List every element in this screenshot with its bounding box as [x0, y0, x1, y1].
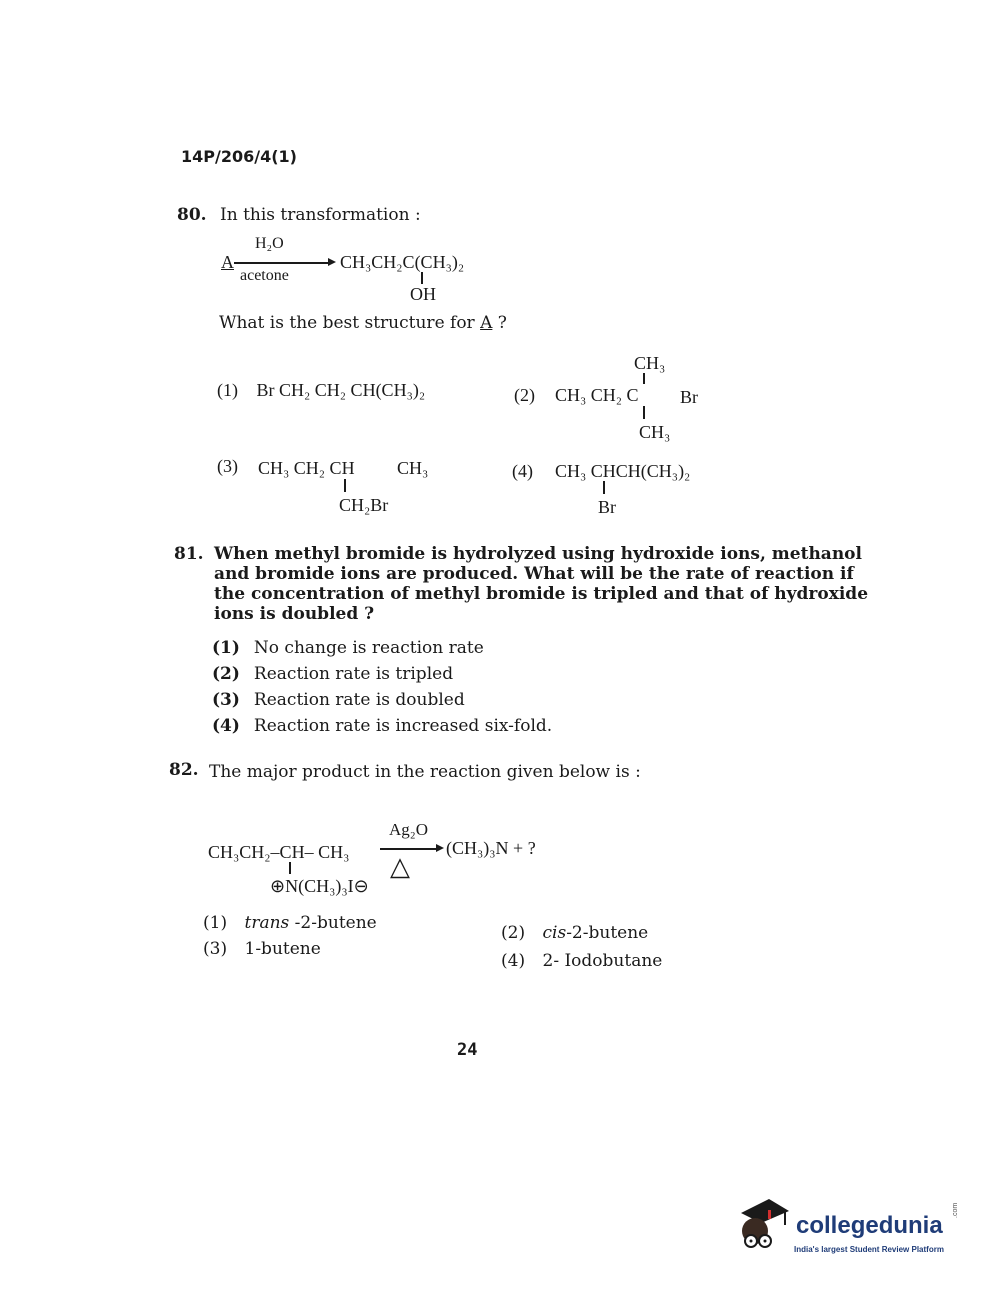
arrow-head: [328, 258, 336, 266]
option-2: [501, 923, 648, 943]
option-text: Reaction rate is increased six-fold.: [253, 716, 553, 736]
product-formula: CH₃CH₂C(CH₃)₂: [340, 252, 465, 272]
bond-line: [643, 406, 645, 419]
option-label: (4): [512, 461, 533, 481]
option-text: 2- Iodobutane: [542, 951, 663, 971]
reaction-arrow: [380, 848, 438, 850]
option-sub-group: CH₂Br: [339, 495, 389, 515]
paper-code: 14P/206/4(1): [181, 147, 297, 166]
stem-line: When methyl bromide is hydrolyzed using hydroxide ions, methanol: [214, 544, 862, 564]
option-br: Br: [680, 387, 698, 407]
option-italic-prefix: trans: [244, 913, 290, 933]
question-number: 81.: [174, 544, 204, 564]
option-1: [217, 380, 425, 401]
ammonium-group: ⊕N(CH₃)₃I⊖: [270, 876, 369, 896]
bond-line: [643, 373, 645, 384]
option-text: -2-butene: [566, 923, 649, 943]
option-sub-group: Br: [598, 497, 616, 517]
option-italic-prefix: cis: [542, 923, 567, 943]
option-text: 1-butene: [244, 939, 321, 959]
stem-line: ions is doubled ?: [214, 604, 375, 624]
option-text: -2-butene: [289, 913, 377, 933]
bond-line: [289, 862, 291, 874]
reagent-water: H₂O: [255, 235, 284, 252]
stem-line: the concentration of methyl bromide is tripled and that of hydroxide: [214, 584, 869, 604]
option-2: [212, 661, 552, 687]
page-number: 24: [457, 1040, 478, 1060]
arrow-head: [436, 844, 444, 852]
option-4: [212, 713, 552, 739]
reagent-acetone: acetone: [240, 267, 289, 284]
option-text: No change is reaction rate: [253, 638, 484, 658]
heat-symbol: △: [390, 852, 410, 881]
option-right-group: CH₃: [397, 458, 429, 478]
option-label: (2): [501, 923, 526, 943]
brand-suffix: .com: [952, 1202, 959, 1218]
option-label: (4): [212, 716, 240, 736]
reagent-ag2o: Ag₂O: [389, 820, 428, 839]
option-3: [212, 687, 552, 713]
option-label: (1): [212, 638, 240, 658]
option-label: (2): [212, 664, 240, 684]
bond-line: [344, 479, 346, 492]
bond-line: [603, 481, 605, 494]
option-bottom-group: CH₃: [639, 422, 671, 442]
option-label: (2): [514, 385, 535, 405]
question-text: [219, 313, 507, 333]
product-formula: (CH₃)₃N + ?: [446, 838, 536, 858]
option-3: [203, 939, 321, 959]
reactant-formula: CH₃CH₂–CH– CH₃: [208, 842, 350, 862]
option-1: [203, 913, 377, 933]
option-label: (3): [217, 456, 238, 476]
question-prompt: What is the best structure for: [219, 313, 475, 333]
product-oh: OH: [410, 284, 436, 304]
question-stem: [214, 544, 868, 624]
question-number: 80.: [177, 205, 207, 225]
option-label: (1): [203, 913, 228, 933]
option-4: [501, 951, 662, 971]
question-ref-a: A: [480, 313, 493, 333]
option-label: (3): [212, 690, 240, 710]
option-formula: CH₃ CHCH(CH₃)₂: [555, 461, 691, 481]
question-stem: In this transformation :: [220, 205, 421, 225]
option-text: Reaction rate is tripled: [253, 664, 454, 684]
reactant-a: A: [221, 252, 234, 272]
brand-tagline: India's largest Student Review Platform: [794, 1245, 944, 1254]
option-text: Reaction rate is doubled: [253, 690, 465, 710]
option-1: [212, 635, 552, 661]
question-stem: The major product in the reaction given below is :: [209, 762, 641, 782]
options-list: [212, 635, 552, 739]
brand-name: collegedunia: [796, 1212, 943, 1239]
option-formula: CH₃ CH₂ CH: [258, 458, 355, 478]
option-label: (3): [203, 939, 228, 959]
graduate-mascot-icon: [733, 1195, 793, 1255]
reaction-arrow: [234, 262, 330, 264]
option-formula: CH₃ CH₂ C: [555, 385, 639, 405]
question-mark: ?: [497, 313, 507, 333]
option-label: (4): [501, 951, 526, 971]
option-formula: Br CH₂ CH₂ CH(CH₃)₂: [256, 380, 426, 400]
option-label: (1): [217, 380, 238, 400]
question-number: 82.: [169, 760, 199, 780]
stem-line: and bromide ions are produced. What will be the rate of reaction if: [214, 564, 854, 584]
bond-line: [421, 272, 423, 284]
option-top-group: CH₃: [634, 353, 666, 373]
